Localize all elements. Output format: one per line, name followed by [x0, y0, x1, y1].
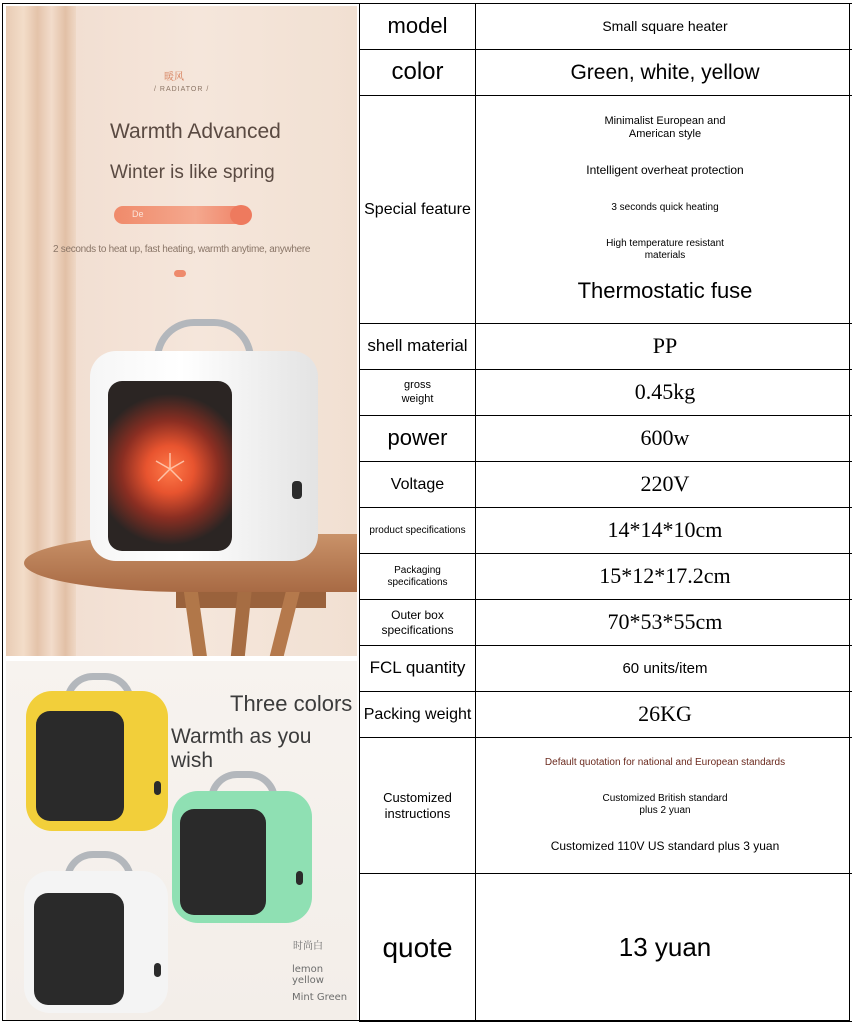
- promo-pill-button: [114, 206, 250, 224]
- spec-label-packaging: [360, 554, 476, 600]
- spec-label-model: model: [360, 4, 476, 50]
- heater-knob: [292, 481, 302, 499]
- table-row: [360, 416, 852, 462]
- product-photo-colors: [6, 661, 357, 1020]
- promo-tagline: 2 seconds to heat up, fast heating, warmth anytime, anywhere: [53, 244, 311, 255]
- spec-label-outer-box: [360, 600, 476, 646]
- spec-label-power: power: [360, 416, 476, 462]
- label-line: Packaging: [394, 564, 441, 576]
- spec-value-packaging: 15*12*17.2cm: [476, 554, 852, 600]
- heater-yellow: [26, 691, 168, 831]
- heater-knob: [296, 871, 303, 885]
- color-name-white: 时尚白: [293, 941, 323, 952]
- spec-value-quote: 13 yuan: [476, 874, 852, 1022]
- spec-label-shell: shell material: [360, 324, 476, 370]
- spec-value-outer-box: 70*53*55cm: [476, 600, 852, 646]
- spec-label-quote: quote: [360, 874, 476, 1022]
- spec-label-product-spec: product specifications: [360, 508, 476, 554]
- spec-value-color: Green, white, yellow: [476, 50, 852, 96]
- spec-label-packing-weight: Packing weight: [360, 692, 476, 738]
- spec-value-packing-weight: 26KG: [476, 692, 852, 738]
- colors-headline: Three colors: [230, 691, 353, 716]
- heater-white-main: [90, 351, 318, 561]
- promo-headline: Warmth Advanced: [110, 120, 281, 143]
- spec-value-features: [476, 96, 852, 324]
- color-name-green: Mint Green: [292, 992, 348, 1003]
- promo-pill-text: De: [132, 209, 144, 219]
- label-line: gross: [404, 379, 431, 392]
- spec-label-custom: [360, 738, 476, 874]
- heater-knob: [154, 781, 161, 795]
- custom-line: plus 2 yuan: [639, 805, 691, 817]
- feature-line: American style: [628, 128, 702, 141]
- spec-label-color: color: [360, 50, 476, 96]
- spec-value-product-spec: 14*14*10cm: [476, 508, 852, 554]
- custom-line: Default quotation for national and European standards: [544, 757, 786, 769]
- heater-white: [24, 871, 168, 1013]
- heater-green: [172, 791, 312, 923]
- table-row: [360, 96, 852, 324]
- brand-logo-subtitle: / RADIATOR /: [154, 86, 210, 93]
- table-row: [360, 646, 852, 692]
- promo-subheadline: Winter is like spring: [110, 162, 275, 183]
- spec-label-fcl: FCL quantity: [360, 646, 476, 692]
- color-name-yellow: lemon yellow: [292, 964, 324, 986]
- product-photo-top: [6, 6, 357, 656]
- feature-line: materials: [644, 249, 686, 261]
- feature-line: High temperature resistant: [606, 237, 724, 249]
- feature-line: Intelligent overheat protection: [586, 163, 744, 178]
- table-row: [360, 4, 852, 50]
- spec-label-voltage: Voltage: [360, 462, 476, 508]
- heater-fan-icon: [108, 381, 232, 551]
- spec-value-shell: PP: [476, 324, 852, 370]
- table-row: [360, 324, 852, 370]
- spec-value-model: Small square heater: [476, 4, 852, 50]
- label-line: specifications: [387, 576, 448, 588]
- custom-line: Customized British standard: [602, 793, 728, 805]
- custom-line: Customized 110V US standard plus 3 yuan: [550, 839, 780, 854]
- table-row: [360, 462, 852, 508]
- table-row: [360, 508, 852, 554]
- spec-table: [359, 3, 852, 1022]
- feature-line: Thermostatic fuse: [577, 277, 753, 303]
- spec-value-voltage: 220V: [476, 462, 852, 508]
- table-row: [360, 370, 852, 416]
- label-line: weight: [401, 392, 434, 405]
- feature-line: Minimalist European and: [604, 114, 726, 127]
- table-row: [360, 600, 852, 646]
- pill-dot: [230, 205, 252, 225]
- spec-value-fcl: 60 units/item: [476, 646, 852, 692]
- label-line: instructions: [384, 805, 451, 821]
- spec-label-feature: Special feature: [360, 96, 476, 324]
- brand-logo: 暖风: [164, 72, 184, 83]
- table-row: [360, 692, 852, 738]
- product-images: [6, 6, 357, 1020]
- heater-grill-glowing: [108, 381, 232, 551]
- table-row: [360, 874, 852, 1022]
- heater-grill: [34, 893, 124, 1005]
- carousel-dots: [174, 270, 186, 277]
- table-row: [360, 738, 852, 874]
- table-row: [360, 50, 852, 96]
- spec-value-power: 600w: [476, 416, 852, 462]
- label-line: specifications: [381, 622, 454, 637]
- spec-value-weight: 0.45kg: [476, 370, 852, 416]
- spec-value-custom: [476, 738, 852, 874]
- table-row: [360, 554, 852, 600]
- label-line: Customized: [383, 789, 452, 805]
- heater-grill: [180, 809, 266, 915]
- heater-knob: [154, 963, 161, 977]
- colors-subheadline: Warmth as you wish: [171, 725, 312, 772]
- spec-label-weight: [360, 370, 476, 416]
- feature-line: 3 seconds quick heating: [611, 201, 719, 213]
- label-line: Outer box: [391, 608, 444, 623]
- heater-grill: [36, 711, 124, 821]
